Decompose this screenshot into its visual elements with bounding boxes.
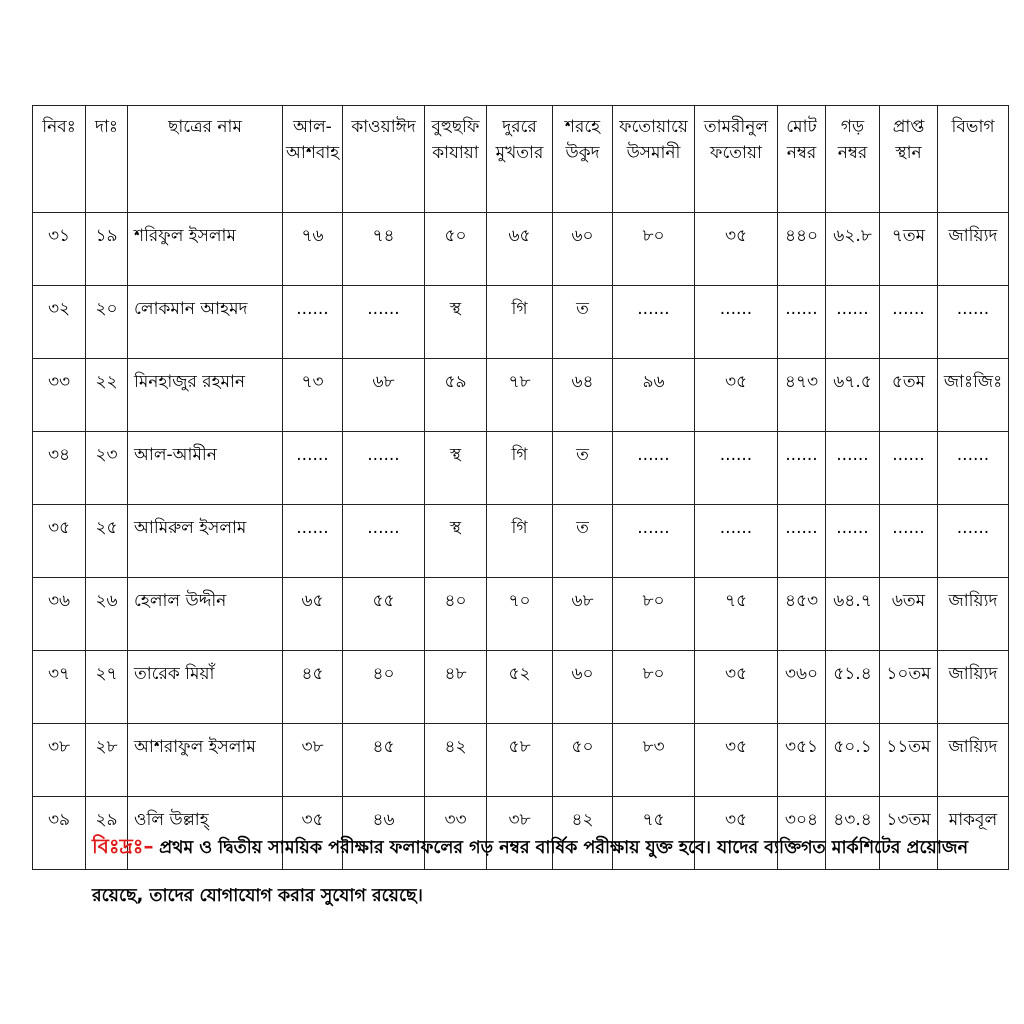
position-cell: ১০তম	[880, 651, 938, 724]
division-cell: জায়্যিদ	[938, 651, 1009, 724]
total-cell: ৩৬০	[778, 651, 826, 724]
marks-cell: ......	[343, 432, 425, 505]
marks-cell: ৪০	[425, 578, 487, 651]
average-cell: ৬২.৮	[826, 213, 880, 286]
name-cell: তারেক মিয়াঁ	[128, 651, 283, 724]
table-row	[33, 724, 1009, 797]
marks-cell: ৬৫	[283, 578, 343, 651]
marks-cell: ৩৫	[695, 359, 778, 432]
serial-cell: ৩৫	[33, 505, 86, 578]
admission-cell: ১৯	[86, 213, 128, 286]
marks-cell: ৭০	[487, 578, 553, 651]
table-row	[33, 578, 1009, 651]
serial-cell: ৩২	[33, 286, 86, 359]
admission-cell: ২৮	[86, 724, 128, 797]
table-row	[33, 286, 1009, 359]
total-cell: ......	[778, 432, 826, 505]
marks-cell: ৩৫	[695, 213, 778, 286]
serial-cell: ৩১	[33, 213, 86, 286]
division-cell: জাঃজিঃ	[938, 359, 1009, 432]
marks-cell: ৩৮	[487, 797, 553, 870]
marks-cell: ৭৬	[283, 213, 343, 286]
footnote-text: প্রথম ও দ্বিতীয় সাময়িক পরীক্ষার ফলাফলের গড় নম্বর বার্ষিক পরীক্ষায় যুক্ত হবে। যাদের ব্যক্তিগত মার্কশিটের প্রয়োজন রয়েছে, তাদের যোগাযোগ করার সুযোগ রয়েছে।	[92, 838, 969, 906]
header-admission: দাঃ	[86, 106, 128, 213]
total-cell: ৩৫১	[778, 724, 826, 797]
marks-cell: ত	[553, 505, 613, 578]
marks-cell: ৩৮	[283, 724, 343, 797]
division-cell: ......	[938, 286, 1009, 359]
marks-cell: ৩৫	[695, 797, 778, 870]
admission-cell: ২৩	[86, 432, 128, 505]
name-cell: মিনহাজুর রহমান	[128, 359, 283, 432]
division-cell: জায়্যিদ	[938, 724, 1009, 797]
serial-cell: ৩৪	[33, 432, 86, 505]
header-subject: দুররে মুখতার	[487, 106, 553, 213]
marks-cell: ......	[695, 432, 778, 505]
admission-cell: ২৭	[86, 651, 128, 724]
average-cell: ......	[826, 286, 880, 359]
marks-cell: ৫০	[553, 724, 613, 797]
marks-cell: ৫০	[425, 213, 487, 286]
marks-cell: ......	[343, 505, 425, 578]
division-cell: ......	[938, 432, 1009, 505]
table-row	[33, 359, 1009, 432]
total-cell: ৩০৪	[778, 797, 826, 870]
marks-cell: ৭৩	[283, 359, 343, 432]
total-cell: ......	[778, 286, 826, 359]
name-cell: হেলাল উদ্দীন	[128, 578, 283, 651]
marks-cell: ......	[695, 505, 778, 578]
marks-cell: ৮০	[613, 213, 695, 286]
marks-cell: ......	[283, 432, 343, 505]
header-division: বিভাগ	[938, 106, 1009, 213]
header-position: প্রাপ্ত স্থান	[880, 106, 938, 213]
marks-cell: ৪৫	[343, 724, 425, 797]
division-cell: জায়্যিদ	[938, 578, 1009, 651]
marks-cell: গি	[487, 286, 553, 359]
average-cell: ৬৪.৭	[826, 578, 880, 651]
marks-cell: ৭৪	[343, 213, 425, 286]
marks-cell: ৪২	[425, 724, 487, 797]
serial-cell: ৩৩	[33, 359, 86, 432]
marks-cell: ৫৯	[425, 359, 487, 432]
header-subject: ফতোয়ায়ে উসমানী	[613, 106, 695, 213]
marks-cell: ৬৪	[553, 359, 613, 432]
admission-cell: ২৯	[86, 797, 128, 870]
admission-cell: ২৫	[86, 505, 128, 578]
marks-cell: ত	[553, 432, 613, 505]
marks-cell: ৯৬	[613, 359, 695, 432]
average-cell: ৬৭.৫	[826, 359, 880, 432]
admission-cell: ২৬	[86, 578, 128, 651]
marks-cell: ৪০	[343, 651, 425, 724]
marks-cell: ......	[613, 505, 695, 578]
result-table	[32, 105, 1009, 870]
marks-cell: গি	[487, 432, 553, 505]
header-subject: আল- আশবাহ	[283, 106, 343, 213]
marks-cell: ......	[343, 286, 425, 359]
marks-cell: ৫৫	[343, 578, 425, 651]
marks-cell: ৮০	[613, 578, 695, 651]
marks-cell: ৪৮	[425, 651, 487, 724]
admission-cell: ২০	[86, 286, 128, 359]
marks-cell: ৭৮	[487, 359, 553, 432]
average-cell: ৫১.৪	[826, 651, 880, 724]
serial-cell: ৩৯	[33, 797, 86, 870]
average-cell: ৪৩.৪	[826, 797, 880, 870]
header-subject: কাওয়াঈদ	[343, 106, 425, 213]
marks-cell: স্থ	[425, 286, 487, 359]
marks-cell: ৪২	[553, 797, 613, 870]
division-cell: ......	[938, 505, 1009, 578]
position-cell: ১৩তম	[880, 797, 938, 870]
average-cell: ......	[826, 505, 880, 578]
average-cell: ৫০.১	[826, 724, 880, 797]
marks-cell: ......	[283, 505, 343, 578]
header-subject: তামরীনুল ফতোয়া	[695, 106, 778, 213]
total-cell: ৪৪০	[778, 213, 826, 286]
marks-cell: ৩৫	[695, 651, 778, 724]
marks-cell: ৩৫	[283, 797, 343, 870]
total-cell: ৪৫৩	[778, 578, 826, 651]
position-cell: ......	[880, 286, 938, 359]
result-table-body	[33, 213, 1009, 870]
serial-cell: ৩৮	[33, 724, 86, 797]
table-row	[33, 213, 1009, 286]
average-cell: ......	[826, 432, 880, 505]
admission-cell: ২২	[86, 359, 128, 432]
marks-cell: ......	[695, 286, 778, 359]
header-row	[33, 106, 1009, 213]
marks-cell: ৬৮	[343, 359, 425, 432]
total-cell: ......	[778, 505, 826, 578]
marks-cell: ৫২	[487, 651, 553, 724]
marks-cell: ৭৫	[695, 578, 778, 651]
header-subject: শরহে উকুদ	[553, 106, 613, 213]
footnote	[92, 822, 972, 920]
marks-cell: ত	[553, 286, 613, 359]
marks-cell: ৬৫	[487, 213, 553, 286]
position-cell: ৭তম	[880, 213, 938, 286]
marks-cell: ৭৫	[613, 797, 695, 870]
table-row	[33, 432, 1009, 505]
header-average-marks: গড় নম্বর	[826, 106, 880, 213]
position-cell: ৫তম	[880, 359, 938, 432]
marks-cell: ৬০	[553, 651, 613, 724]
footnote-label: বিঃদ্রঃ–	[92, 834, 154, 858]
position-cell: ......	[880, 432, 938, 505]
division-cell: জায়্যিদ	[938, 213, 1009, 286]
position-cell: ......	[880, 505, 938, 578]
marks-cell: ......	[613, 432, 695, 505]
name-cell: আশরাফুল ইসলাম	[128, 724, 283, 797]
marks-cell: ৬০	[553, 213, 613, 286]
name-cell: শরিফুল ইসলাম	[128, 213, 283, 286]
marks-cell: ৮৩	[613, 724, 695, 797]
total-cell: ৪৭৩	[778, 359, 826, 432]
serial-cell: ৩৬	[33, 578, 86, 651]
division-cell: মাকবূল	[938, 797, 1009, 870]
header-serial: নিবঃ	[33, 106, 86, 213]
marks-cell: ৪৬	[343, 797, 425, 870]
marks-cell: ৮০	[613, 651, 695, 724]
marks-cell: ৩৫	[695, 724, 778, 797]
marks-cell: ......	[613, 286, 695, 359]
header-total-marks: মোট নম্বর	[778, 106, 826, 213]
header-student-name: ছাত্রের নাম	[128, 106, 283, 213]
serial-cell: ৩৭	[33, 651, 86, 724]
position-cell: ১১তম	[880, 724, 938, 797]
name-cell: আল-আমীন	[128, 432, 283, 505]
marks-cell: ......	[283, 286, 343, 359]
position-cell: ৬তম	[880, 578, 938, 651]
marks-cell: ৪৫	[283, 651, 343, 724]
marks-cell: ৬৮	[553, 578, 613, 651]
header-subject: বুহুছফি কাযায়া	[425, 106, 487, 213]
marks-cell: স্থ	[425, 505, 487, 578]
name-cell: আমিরুল ইসলাম	[128, 505, 283, 578]
name-cell: ওলি উল্লাহ্	[128, 797, 283, 870]
table-row	[33, 651, 1009, 724]
name-cell: লোকমান আহমদ	[128, 286, 283, 359]
marks-cell: গি	[487, 505, 553, 578]
marks-cell: ৫৮	[487, 724, 553, 797]
table-row	[33, 505, 1009, 578]
marks-cell: ৩৩	[425, 797, 487, 870]
marks-cell: স্থ	[425, 432, 487, 505]
